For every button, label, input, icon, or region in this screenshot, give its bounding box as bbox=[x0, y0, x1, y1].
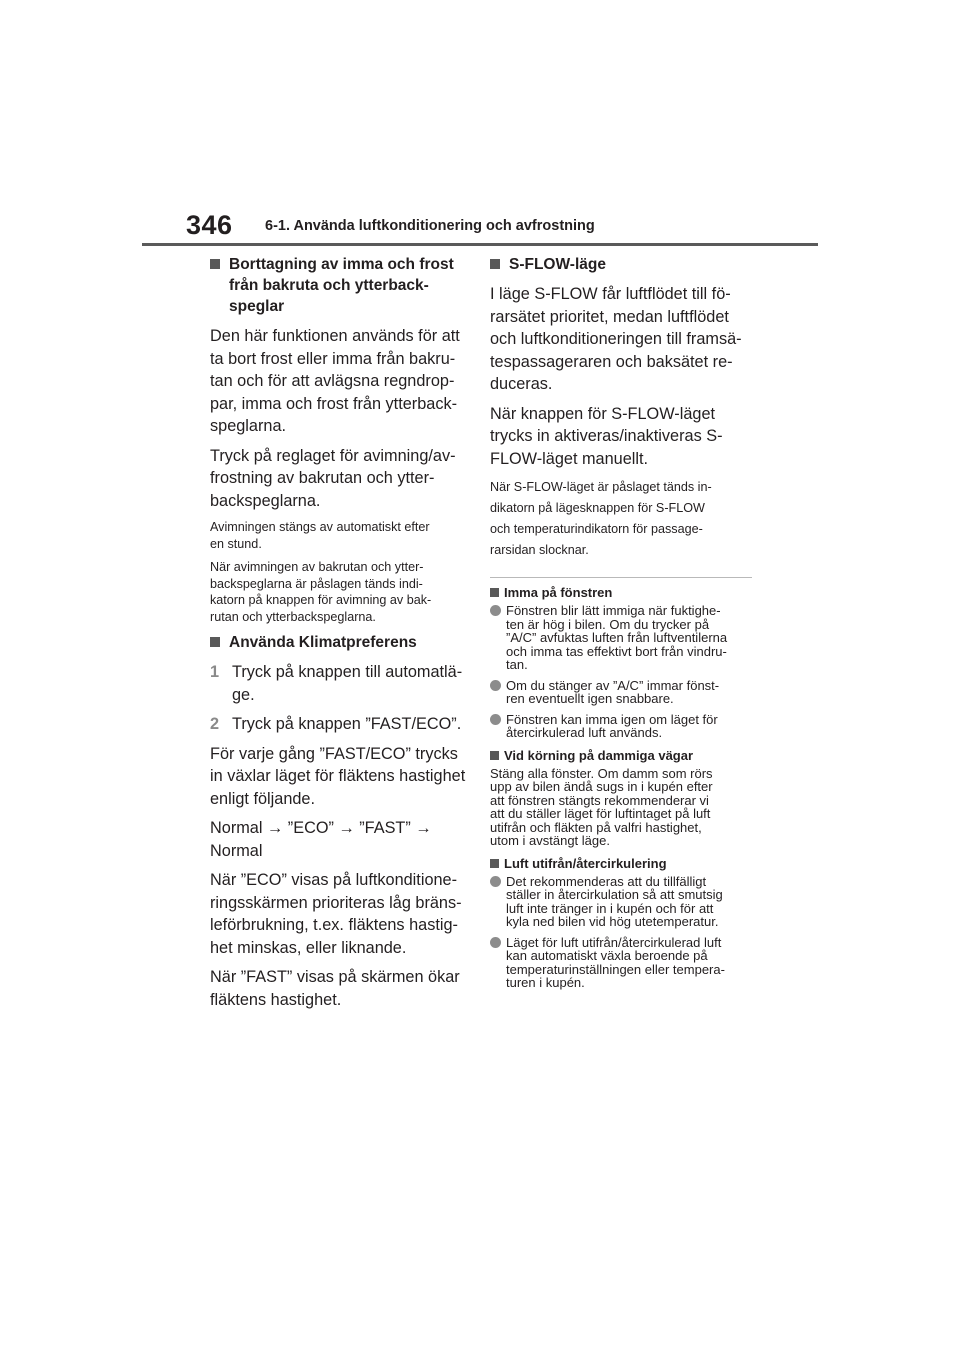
list-item bbox=[490, 713, 752, 740]
square-bullet-icon bbox=[210, 637, 220, 647]
step-2 bbox=[210, 713, 468, 736]
defrost-instruction: Tryck på reglaget för avimning/av- frostning av bakrutan och ytter- backspeglarna. bbox=[210, 446, 456, 510]
square-bullet-icon bbox=[490, 259, 500, 269]
heading-sflow-text: S-FLOW-läge bbox=[509, 256, 606, 273]
step-1-text: Tryck på knappen till automatlä- ge. bbox=[232, 663, 463, 704]
defrost-note-auto-off: Avimningen stängs av automatiskt efter en stund. bbox=[210, 520, 430, 551]
page-number: 346 bbox=[186, 210, 233, 240]
list-item bbox=[490, 875, 752, 929]
round-bullet-icon bbox=[490, 714, 501, 725]
sflow-description: I läge S-FLOW får luftflödet till fö- rarsätet prioritet, medan luftflödet och luftkonditioneringen till framsä- tespassageraren och baksätet re- duceras. bbox=[490, 285, 742, 393]
step-number: 2 bbox=[210, 715, 220, 733]
list-item-text: Om du stänger av ”A/C” immar fönst- ren eventuellt igen snabbare. bbox=[506, 677, 720, 706]
round-bullet-icon bbox=[490, 937, 501, 948]
step-number: 1 bbox=[210, 663, 220, 681]
list-item bbox=[490, 679, 752, 706]
step-2-text: Tryck på knappen ”FAST/ECO”. bbox=[232, 715, 462, 733]
fast-mode-description: När ”FAST” visas på skärmen ökar fläktens hastighet. bbox=[210, 968, 460, 1009]
heading-recirculation bbox=[490, 855, 752, 872]
heading-window-fog bbox=[490, 584, 752, 601]
heading-dusty-roads bbox=[490, 747, 752, 764]
heading-climate-preference bbox=[210, 632, 468, 653]
round-bullet-icon bbox=[490, 680, 501, 691]
heading-window-fog-text: Imma på fönstren bbox=[504, 585, 613, 600]
list-item-text: Fönstren blir lätt immiga när fuktighe- ten är hög i bilen. Om du trycker på ”A/C” avfuktas luften från luftventilerna och imma tas effektivt bort från vindru- tan. bbox=[506, 603, 728, 672]
list-item bbox=[490, 604, 752, 672]
heading-defrost bbox=[210, 254, 468, 317]
step-1 bbox=[210, 661, 468, 706]
defrost-note-indicator: När avimningen av bakrutan och ytter- backspeglarna är påslagen tänds indi- katorn på knappen för avimning av bak- rutan och ytterbackspeglarna. bbox=[210, 560, 432, 624]
section-divider bbox=[490, 577, 752, 578]
round-bullet-icon bbox=[490, 876, 501, 887]
list-item-text: Läget för luft utifrån/återcirkulerad luft kan automatiskt växla beroende på temperaturinställningen eller tempera- turen i kupén. bbox=[506, 934, 725, 990]
list-item bbox=[490, 936, 752, 990]
left-column bbox=[210, 254, 468, 1018]
defrost-description: Den här funktionen används för att ta bort frost eller imma från bakru- tan och för att avlägsna regndrop- par, imma och frost från ytterback- speglarna. bbox=[210, 327, 460, 435]
eco-mode-description: När ”ECO” visas på luftkonditione- ringsskärmen prioriteras låg bräns- leförbrukning, t.ex. fläktens hastig- het minskas, eller liknande. bbox=[210, 871, 462, 957]
fan-mode-cycle: Normal → ”ECO” → ”FAST” → Normal bbox=[210, 819, 432, 860]
fan-mode-description: För varje gång ”FAST/ECO” trycks in växlar läget för fläktens hastighet enligt följande. bbox=[210, 744, 466, 808]
heading-sflow bbox=[490, 254, 752, 275]
section-title: 6-1. Använda luftkonditionering och avfrostning bbox=[265, 218, 595, 234]
heading-defrost-text: Borttagning av imma och frost från bakruta och ytterback- speglar bbox=[229, 256, 454, 315]
heading-dusty-roads-text: Vid körning på dammiga vägar bbox=[504, 747, 694, 763]
sflow-instruction: När knappen för S-FLOW-läget trycks in aktiveras/inaktiveras S- FLOW-läget manuellt. bbox=[490, 404, 723, 468]
square-bullet-icon bbox=[490, 588, 499, 597]
round-bullet-icon bbox=[490, 605, 501, 616]
sflow-note: När S-FLOW-läget är påslaget tänds in- dikatorn på lägesknappen för S-FLOW och temperaturindikatorn för passage- rarsidan slocknar. bbox=[490, 480, 712, 557]
square-bullet-icon bbox=[490, 859, 499, 868]
square-bullet-icon bbox=[490, 751, 499, 760]
header-rule bbox=[142, 243, 818, 246]
list-item-text: Det rekommenderas att du tillfälligt ställer in återcirkulation så att smutsig luft inte tränger in i kupén och för att kyla ned bilen vid hög utetemperatur. bbox=[506, 873, 723, 929]
heading-recirculation-text: Luft utifrån/återcirkulering bbox=[504, 855, 667, 871]
right-column bbox=[490, 254, 752, 997]
square-bullet-icon bbox=[210, 259, 220, 269]
heading-climate-text: Använda Klimatpreferens bbox=[229, 634, 417, 651]
list-item-text: Fönstren kan imma igen om läget för återcirkulerad luft används. bbox=[506, 711, 718, 740]
dusty-roads-description: Stäng alla fönster. Om damm som rörs upp av bilen ändå sugs in i kupén efter att fönstren stängts rekommenderar vi att du ställer läget för luftintaget på luft utifrån och fläkten på valfri hastighet, utom i avstängt läge. bbox=[490, 765, 713, 848]
